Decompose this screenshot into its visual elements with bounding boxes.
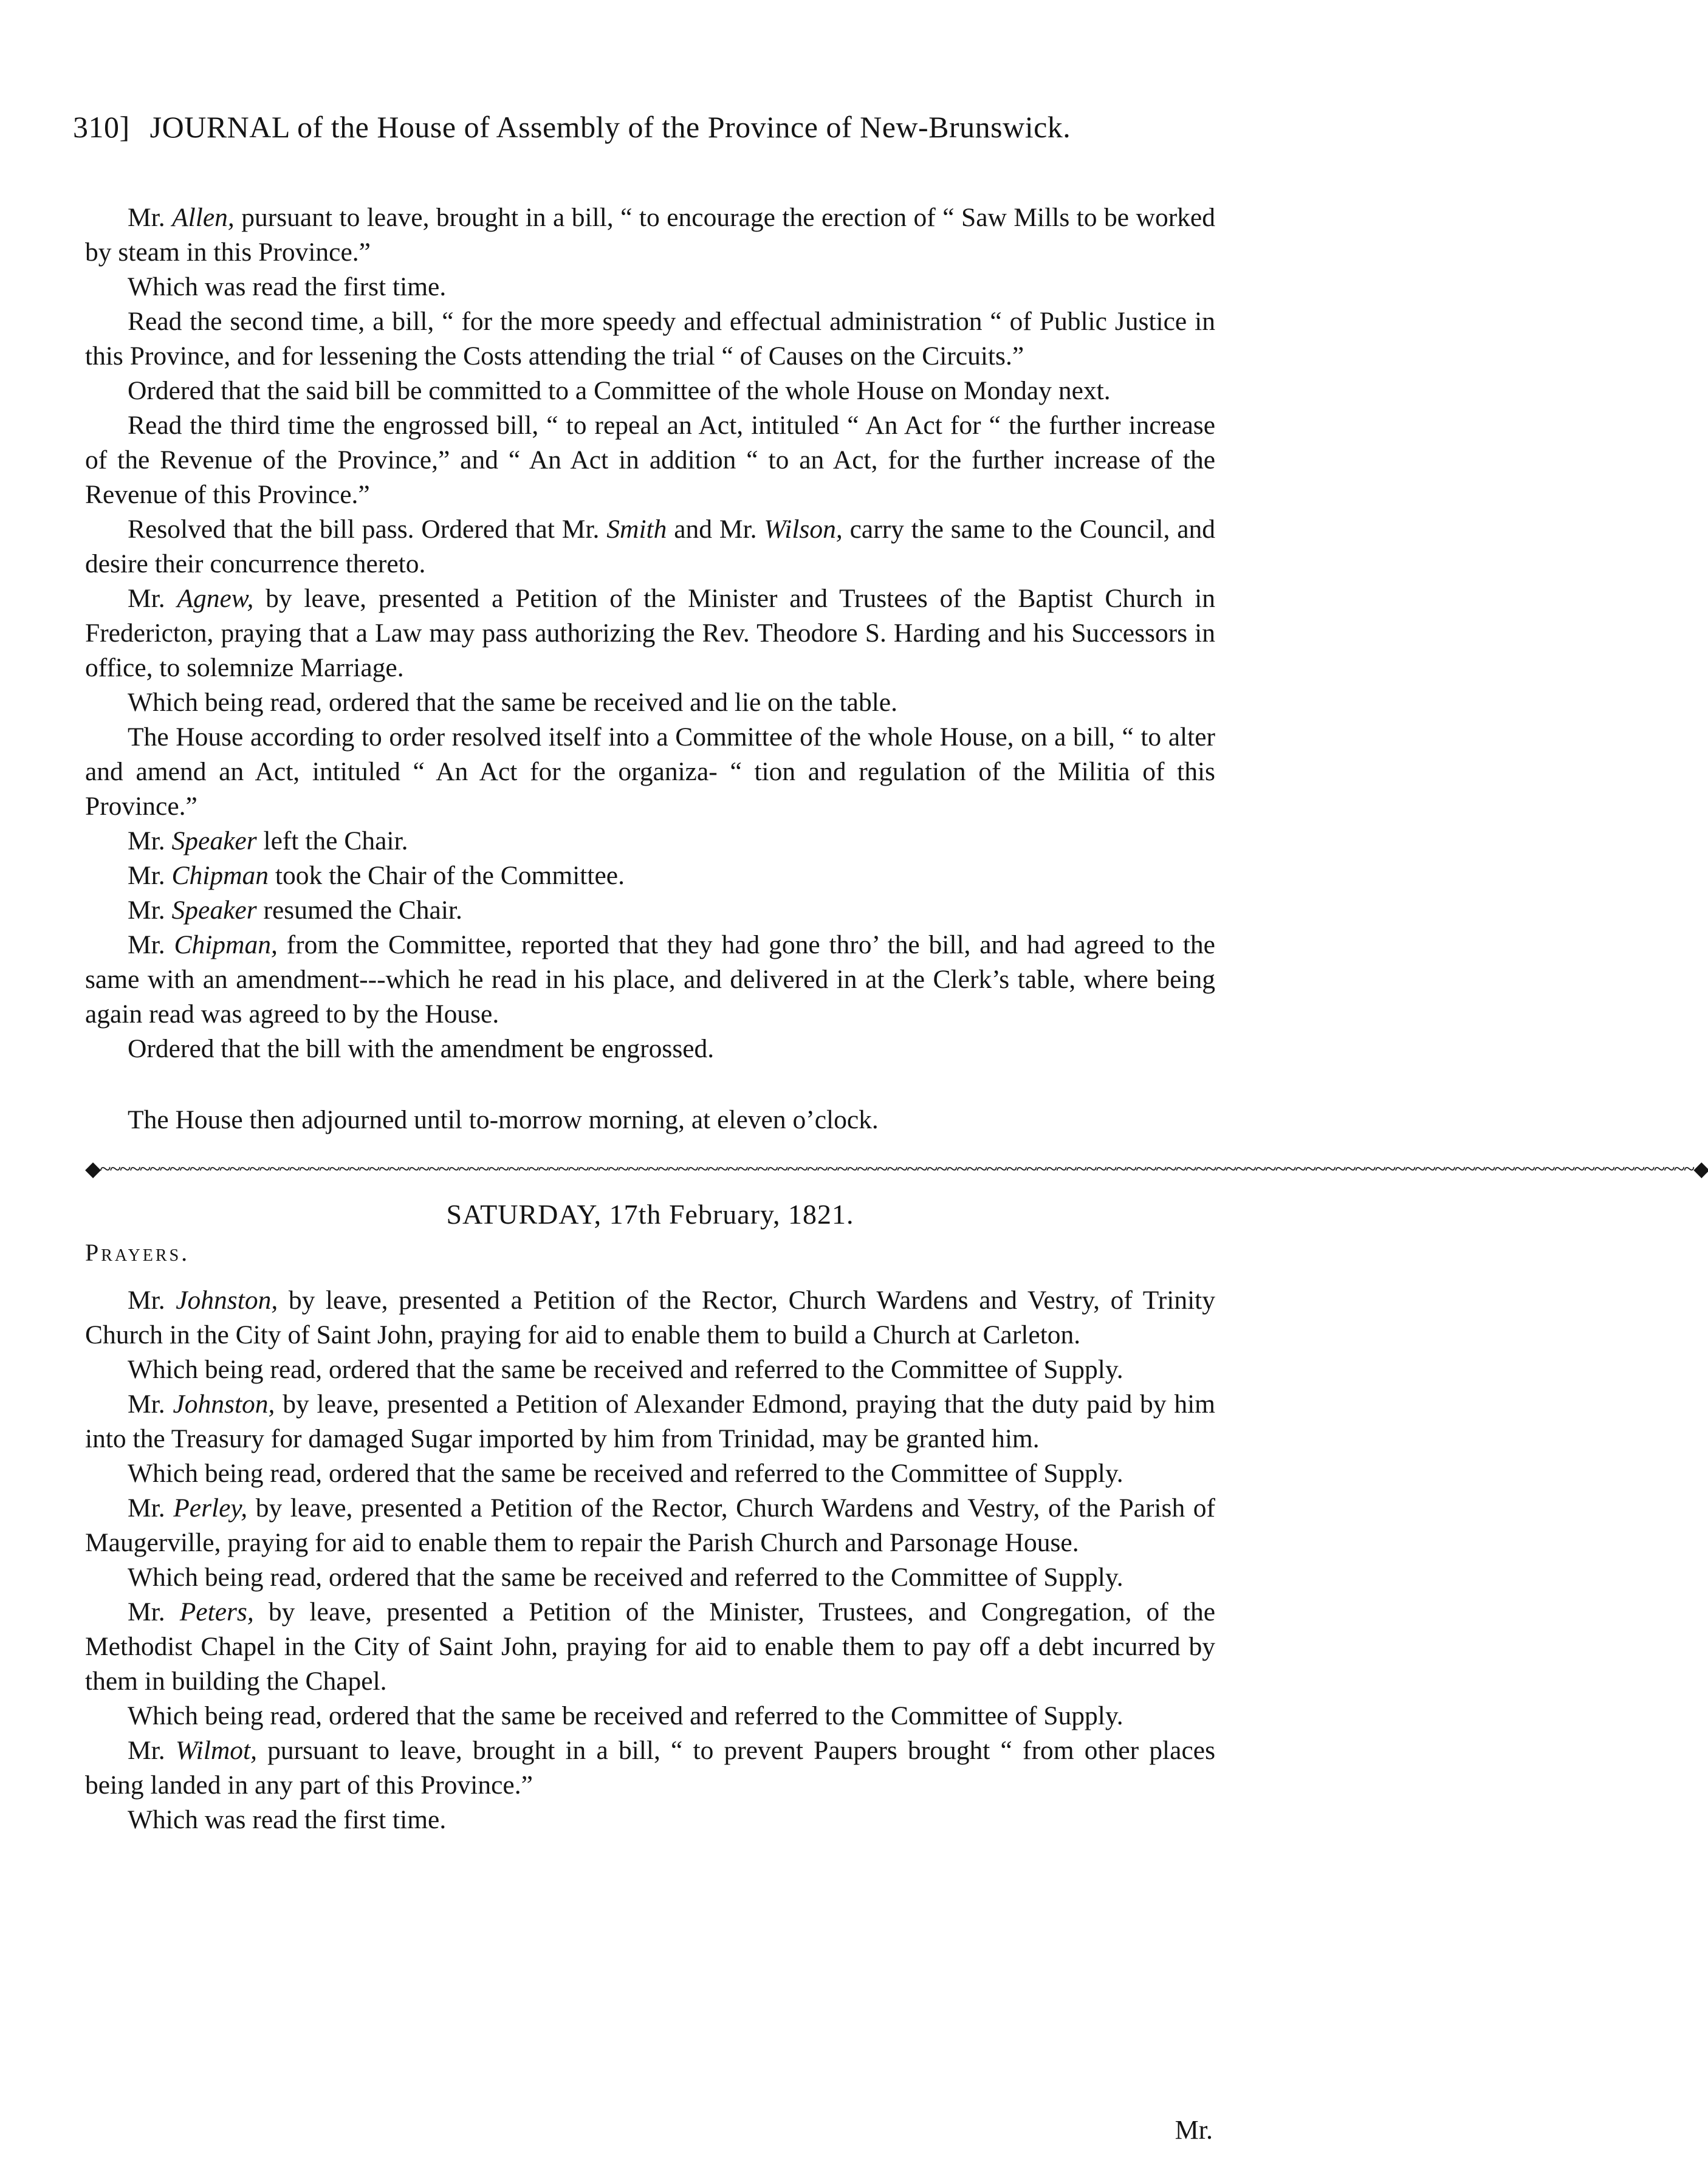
journal-paragraph bbox=[85, 408, 1215, 512]
paragraph-text: Mr. bbox=[128, 1493, 174, 1523]
paragraph-text: Read the third time the engrossed bill, “ to repeal an Act, intituled “ An Act for “ the further increase of the Revenue of the Province,” and “ An Act in addition “ to an Act, for the further increase of the Revenue of this Province.” bbox=[85, 411, 1215, 509]
paragraph-text: Which being read, ordered that the same be received and referred to the Committee of Supply. bbox=[128, 1459, 1123, 1488]
paragraph-text: by leave, presented a Petition of the Minister and Trustees of the Baptist Church in Fredericton, praying that a Law may pass authorizing the Rev. Theodore S. Harding and his Successors in office, to solemnize Marriage. bbox=[85, 584, 1215, 682]
paragraph-text: Which being read, ordered that the same be received and referred to the Committee of Supply. bbox=[128, 1563, 1123, 1592]
running-header bbox=[73, 109, 1227, 145]
journal-paragraph bbox=[85, 1032, 1215, 1066]
paragraph-text: Mr. bbox=[128, 1736, 176, 1765]
paragraph-text: Resolved that the bill pass. Ordered that Mr. bbox=[128, 515, 607, 544]
paragraph-text: pursuant to leave, brought in a bill, “ to encourage the erection of “ Saw Mills to be worked by steam in this Province.” bbox=[85, 203, 1215, 267]
catchword: Mr. bbox=[1175, 2115, 1213, 2145]
member-name: Wilmot, bbox=[175, 1736, 257, 1765]
journal-paragraph bbox=[85, 1456, 1215, 1491]
member-name: Agnew, bbox=[177, 584, 254, 613]
paragraph-text: Read the second time, a bill, “ for the more speedy and effectual administration “ of Public Justice in this Province, and for lessening the Costs attending the trial “ of Causes on the Circuits.” bbox=[85, 307, 1215, 371]
spacer bbox=[85, 1066, 1215, 1103]
paragraph-text: by leave, presented a Petition of the Rector, Church Wardens and Vestry, of the Parish of Maugerville, praying for aid to enable them to repair the Parish Church and Parsonage House. bbox=[85, 1493, 1215, 1557]
paragraph-text: resumed the Chair. bbox=[256, 896, 462, 925]
journal-paragraph bbox=[85, 928, 1215, 1032]
journal-paragraph bbox=[85, 512, 1215, 581]
journal-paragraph bbox=[85, 270, 1215, 304]
prayers-heading: Prayers. bbox=[85, 1239, 190, 1266]
paragraph-text: Mr. bbox=[128, 1286, 176, 1315]
journal-paragraph bbox=[85, 1103, 1215, 1137]
journal-paragraph bbox=[85, 1352, 1215, 1387]
journal-paragraph bbox=[85, 1560, 1215, 1595]
member-name: Peters, bbox=[179, 1597, 254, 1627]
paragraph-text: pursuant to leave, brought in a bill, “ to prevent Paupers brought “ from other places being landed in any part of this Province.” bbox=[85, 1736, 1215, 1800]
journal-body bbox=[85, 201, 1708, 1837]
paragraph-text: Mr. bbox=[128, 861, 172, 890]
journal-paragraph bbox=[85, 1595, 1215, 1699]
journal-paragraph bbox=[85, 1387, 1215, 1456]
paragraph-text: carry the same to the Council, and desire their concurrence thereto. bbox=[85, 515, 1216, 578]
paragraph-text: Ordered that the bill with the amendment be engrossed. bbox=[128, 1034, 715, 1063]
journal-paragraph bbox=[85, 1491, 1215, 1560]
paragraph-text: took the Chair of the Committee. bbox=[269, 861, 625, 890]
paragraph-text: Which was read the first time. bbox=[128, 1805, 447, 1834]
journal-paragraph bbox=[85, 720, 1215, 824]
paragraph-text: Mr. bbox=[128, 203, 173, 232]
paragraph-text: Mr. bbox=[128, 826, 172, 855]
journal-paragraph bbox=[85, 1699, 1215, 1733]
paragraph-text: Mr. bbox=[128, 896, 172, 925]
journal-paragraph bbox=[85, 304, 1215, 374]
journal-paragraph bbox=[85, 685, 1215, 720]
ornamental-rule: ◆~~~~~~~~~~~~~~~~~~~~~~~~~~~~~~~~~~~~~~~~~~~~~~~~~~~~~~~~~~~~~~~~~~~~~~~~~~~~~~~~~~~~~~~~~~~~~~~~~~~~~~~~~~~~~~~~~~~~~~~~~~~~~~~~~~~~~~~~~~~~~~~~~~~~~~~~~~~~~~~~◆ bbox=[85, 1158, 1708, 1181]
journal-paragraph bbox=[85, 1733, 1215, 1803]
member-name: Allen, bbox=[172, 203, 235, 232]
paragraph-text: Mr. bbox=[128, 1390, 173, 1419]
paragraph-text: by leave, presented a Petition of the Rector, Church Wardens and Vestry, of Trinity Church in the City of Saint John, praying for aid to enable them to build a Church at Carleton. bbox=[85, 1286, 1215, 1349]
paragraph-text: The House according to order resolved itself into a Committee of the whole House, on a bill, “ to alter and amend an Act, intituled “ An Act for the organiza- “ tion and regulation of the Militia of this Province.” bbox=[85, 722, 1215, 821]
member-name: Speaker bbox=[171, 896, 257, 925]
journal-paragraph bbox=[85, 1283, 1215, 1352]
paragraph-text: and Mr. bbox=[667, 515, 764, 544]
paragraph-text: from the Committee, reported that they had gone thro’ the bill, and had agreed to the same with an amendment---which he read in his place, and delivered in at the Clerk’s table, where being again read was agreed to by the House. bbox=[85, 930, 1215, 1029]
journal-paragraph bbox=[85, 859, 1215, 893]
session-date-heading: SATURDAY, 17th February, 1821. bbox=[446, 1199, 854, 1230]
paragraph-text: Mr. bbox=[128, 930, 174, 959]
paragraph-text: left the Chair. bbox=[256, 826, 408, 855]
member-name: Chipman, bbox=[174, 930, 278, 959]
journal-paragraph bbox=[85, 201, 1215, 270]
member-name: Smith bbox=[606, 515, 667, 544]
paragraph-text: by leave, presented a Petition of the Minister, Trustees, and Congregation, of the Methodist Chapel in the City of Saint John, praying for aid to enable them to pay off a debt incurred by them in building the Chapel. bbox=[85, 1597, 1215, 1696]
paragraph-text: Which was read the first time. bbox=[128, 272, 447, 301]
journal-paragraph bbox=[85, 581, 1215, 685]
paragraph-text: Mr. bbox=[128, 584, 177, 613]
member-name: Johnston, bbox=[176, 1286, 278, 1315]
paragraph-text: The House then adjourned until to-morrow morning, at eleven o’clock. bbox=[128, 1105, 879, 1134]
page-number: 310] bbox=[73, 110, 130, 144]
member-name: Wilson, bbox=[764, 515, 843, 544]
journal-paragraph bbox=[85, 374, 1215, 408]
member-name: Johnston, bbox=[173, 1390, 275, 1419]
journal-paragraph bbox=[85, 1803, 1215, 1837]
paragraph-text: Mr. bbox=[128, 1597, 180, 1627]
member-name: Chipman bbox=[171, 861, 269, 890]
running-title: JOURNAL of the House of Assembly of the Province of New-Brunswick. bbox=[149, 110, 1071, 144]
paragraph-text: Ordered that the said bill be committed to a Committee of the whole House on Monday next. bbox=[128, 376, 1111, 405]
paragraph-text: Which being read, ordered that the same be received and referred to the Committee of Supply. bbox=[128, 1701, 1123, 1730]
member-name: Speaker bbox=[171, 826, 257, 855]
member-name: Perley, bbox=[173, 1493, 248, 1523]
paragraph-text: Which being read, ordered that the same be received and lie on the table. bbox=[128, 688, 897, 717]
paragraph-text: by leave, presented a Petition of Alexander Edmond, praying that the duty paid by him into the Treasury for damaged Sugar imported by him from Trinidad, may be granted him. bbox=[85, 1390, 1215, 1453]
paragraph-text: Which being read, ordered that the same be received and referred to the Committee of Supply. bbox=[128, 1355, 1123, 1384]
journal-paragraph bbox=[85, 893, 1215, 928]
journal-paragraph bbox=[85, 824, 1215, 859]
